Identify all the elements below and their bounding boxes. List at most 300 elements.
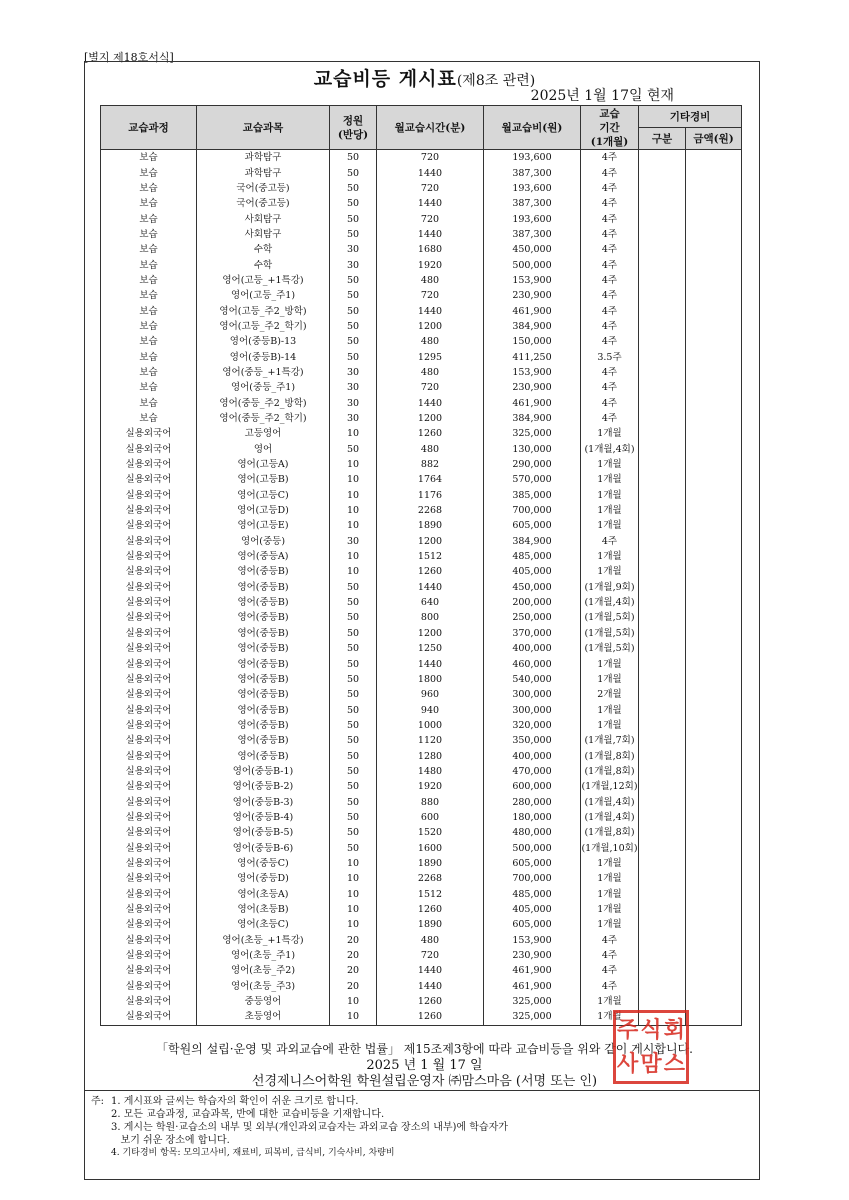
table-row [101,503,742,518]
cell-capacity: 10 [330,472,377,487]
cell-monthly-fee: 370,000 [484,626,581,641]
cell-capacity: 50 [330,733,377,748]
cell-other-type [639,380,686,395]
cell-monthly-minutes: 480 [377,442,484,457]
fee-table [100,105,742,1026]
cell-other-amount [686,917,742,932]
cell-period: 4주 [581,948,639,963]
cell-course: 실용외국어 [101,549,197,564]
table-row [101,349,742,364]
cell-period: 4주 [581,211,639,226]
cell-monthly-fee: 325,000 [484,994,581,1009]
cell-monthly-fee: 400,000 [484,641,581,656]
cell-period: 1개월 [581,1009,639,1025]
cell-capacity: 20 [330,963,377,978]
cell-capacity: 50 [330,181,377,196]
cell-capacity: 20 [330,948,377,963]
cell-course: 실용외국어 [101,426,197,441]
cell-other-type [639,549,686,564]
cell-capacity: 50 [330,580,377,595]
header-monthly-minutes: 월교습시간(분) [377,106,484,150]
cell-capacity: 50 [330,165,377,180]
cell-period: 4주 [581,227,639,242]
cell-other-amount [686,457,742,472]
cell-other-amount [686,856,742,871]
cell-course: 실용외국어 [101,672,197,687]
cell-monthly-fee: 384,900 [484,319,581,334]
seal-glyph: 사 [617,1051,639,1077]
table-row [101,825,742,840]
cell-subject: 국어(중고등) [197,181,330,196]
cell-capacity: 30 [330,396,377,411]
cell-other-amount [686,948,742,963]
cell-other-amount [686,303,742,318]
cell-other-type [639,641,686,656]
cell-period: (1개월,4회) [581,794,639,809]
cell-monthly-minutes: 720 [377,380,484,395]
cell-subject: 영어(중등B-3) [197,794,330,809]
cell-capacity: 50 [330,672,377,687]
company-seal [613,1010,689,1084]
cell-other-type [639,472,686,487]
cell-period: 4주 [581,365,639,380]
cell-period: 1개월 [581,702,639,717]
table-row [101,227,742,242]
cell-course: 보습 [101,288,197,303]
cell-other-type [639,626,686,641]
cell-monthly-minutes: 1680 [377,242,484,257]
cell-monthly-fee: 384,900 [484,411,581,426]
cell-monthly-fee: 193,600 [484,150,581,166]
cell-period: 1개월 [581,902,639,917]
cell-course: 실용외국어 [101,472,197,487]
cell-period: 1개월 [581,656,639,671]
cell-other-amount [686,518,742,533]
cell-monthly-fee: 500,000 [484,257,581,272]
cell-other-amount [686,702,742,717]
cell-other-amount [686,288,742,303]
cell-course: 보습 [101,211,197,226]
cell-capacity: 30 [330,380,377,395]
cell-period: 4주 [581,411,639,426]
table-row [101,426,742,441]
cell-capacity: 50 [330,810,377,825]
cell-subject: 영어(중등_주1) [197,380,330,395]
cell-subject: 영어(중등B-4) [197,810,330,825]
cell-monthly-minutes: 1440 [377,656,484,671]
cell-course: 실용외국어 [101,718,197,733]
cell-other-amount [686,610,742,625]
cell-period: (1개월,5회) [581,610,639,625]
cell-capacity: 10 [330,917,377,932]
cell-period: 4주 [581,963,639,978]
cell-course: 실용외국어 [101,610,197,625]
table-row [101,810,742,825]
cell-course: 실용외국어 [101,810,197,825]
cell-other-amount [686,764,742,779]
cell-monthly-fee: 485,000 [484,887,581,902]
cell-course: 실용외국어 [101,626,197,641]
cell-monthly-fee: 150,000 [484,334,581,349]
cell-capacity: 50 [330,656,377,671]
cell-monthly-fee: 230,900 [484,380,581,395]
table-row [101,303,742,318]
cell-subject: 영어(고등E) [197,518,330,533]
cell-period: 4주 [581,165,639,180]
cell-monthly-fee: 300,000 [484,702,581,717]
cell-monthly-fee: 193,600 [484,211,581,226]
cell-period: 1개월 [581,887,639,902]
cell-capacity: 50 [330,764,377,779]
cell-course: 보습 [101,196,197,211]
cell-course: 실용외국어 [101,656,197,671]
cell-other-type [639,610,686,625]
cell-subject: 과학탐구 [197,165,330,180]
cell-subject: 영어(중등B) [197,718,330,733]
table-row [101,181,742,196]
cell-other-type [639,887,686,902]
cell-subject: 영어(중등_+1특강) [197,365,330,380]
cell-other-type [639,779,686,794]
table-row [101,380,742,395]
cell-monthly-minutes: 940 [377,702,484,717]
cell-other-type [639,933,686,948]
cell-other-amount [686,979,742,994]
cell-monthly-fee: 325,000 [484,1009,581,1025]
cell-monthly-minutes: 1200 [377,626,484,641]
table-row [101,871,742,886]
cell-course: 실용외국어 [101,902,197,917]
cell-monthly-minutes: 1260 [377,902,484,917]
cell-course: 실용외국어 [101,702,197,717]
cell-subject: 영어(고등_+1특강) [197,273,330,288]
cell-other-amount [686,580,742,595]
cell-period: 2개월 [581,687,639,702]
cell-period: (1개월,4회) [581,442,639,457]
cell-subject: 영어(중등B) [197,733,330,748]
cell-other-amount [686,963,742,978]
cell-subject: 영어(고등D) [197,503,330,518]
cell-other-type [639,273,686,288]
cell-subject: 초등영어 [197,1009,330,1025]
cell-monthly-minutes: 480 [377,933,484,948]
cell-monthly-minutes: 480 [377,365,484,380]
cell-course: 보습 [101,303,197,318]
cell-monthly-fee: 250,000 [484,610,581,625]
note-item: 4. 기타경비 항목: 모의고사비, 재료비, 피복비, 급식비, 기숙사비, 차량비 [111,1148,395,1158]
table-row [101,917,742,932]
cell-course: 보습 [101,349,197,364]
cell-subject: 고등영어 [197,426,330,441]
table-row [101,733,742,748]
cell-monthly-minutes: 720 [377,181,484,196]
cell-capacity: 50 [330,349,377,364]
table-row [101,610,742,625]
cell-other-amount [686,273,742,288]
cell-period: 4주 [581,303,639,318]
cell-monthly-fee: 290,000 [484,457,581,472]
cell-subject: 수학 [197,242,330,257]
table-row [101,518,742,533]
cell-other-amount [686,365,742,380]
cell-capacity: 30 [330,257,377,272]
cell-course: 실용외국어 [101,595,197,610]
cell-capacity: 20 [330,933,377,948]
title-main: 교습비등 게시표 [313,68,457,90]
cell-subject: 영어(중등B-1) [197,764,330,779]
cell-monthly-fee: 470,000 [484,764,581,779]
signature-line: 선경제니스어학원 학원설립운영자 ㈜맘스마음 (서명 또는 인) [251,1074,598,1089]
cell-monthly-fee: 385,000 [484,488,581,503]
table-row [101,150,742,166]
cell-other-type [639,334,686,349]
cell-capacity: 10 [330,994,377,1009]
cell-course: 보습 [101,411,197,426]
cell-subject: 국어(중고등) [197,196,330,211]
table-row [101,242,742,257]
cell-period: (1개월,9회) [581,580,639,595]
cell-capacity: 50 [330,779,377,794]
cell-subject: 영어(고등_주1) [197,288,330,303]
cell-capacity: 50 [330,687,377,702]
cell-other-amount [686,794,742,809]
header-capacity: 정원 (반당) [330,106,377,150]
cell-course: 실용외국어 [101,1009,197,1025]
cell-monthly-fee: 480,000 [484,825,581,840]
cell-monthly-fee: 570,000 [484,472,581,487]
cell-capacity: 30 [330,411,377,426]
cell-capacity: 50 [330,610,377,625]
cell-monthly-minutes: 1512 [377,887,484,902]
cell-other-type [639,257,686,272]
cell-other-amount [686,994,742,1009]
cell-other-amount [686,426,742,441]
cell-other-type [639,764,686,779]
table-row [101,687,742,702]
cell-other-type [639,871,686,886]
cell-other-type [639,718,686,733]
cell-other-amount [686,887,742,902]
cell-subject: 영어(중등B) [197,672,330,687]
cell-other-amount [686,227,742,242]
cell-course: 실용외국어 [101,979,197,994]
cell-other-type [639,702,686,717]
header-other-costs: 기타경비 [639,106,742,128]
cell-monthly-fee: 153,900 [484,273,581,288]
cell-capacity: 10 [330,564,377,579]
cell-period: 1개월 [581,871,639,886]
table-row [101,165,742,180]
cell-subject: 영어(중등B) [197,564,330,579]
cell-other-amount [686,595,742,610]
cell-period: 4주 [581,257,639,272]
cell-course: 실용외국어 [101,457,197,472]
cell-other-type [639,902,686,917]
cell-subject: 영어(중등_주2_방학) [197,396,330,411]
cell-other-amount [686,626,742,641]
cell-course: 실용외국어 [101,503,197,518]
cell-period: 4주 [581,933,639,948]
cell-subject: 영어(중등B)-14 [197,349,330,364]
seal-glyph: 식 [640,1017,662,1043]
cell-other-type [639,196,686,211]
table-row [101,764,742,779]
cell-capacity: 30 [330,365,377,380]
cell-monthly-minutes: 1000 [377,718,484,733]
cell-subject: 영어(고등_주2_학기) [197,319,330,334]
cell-period: 1개월 [581,994,639,1009]
cell-period: 1개월 [581,426,639,441]
cell-course: 보습 [101,181,197,196]
cell-monthly-minutes: 720 [377,150,484,166]
cell-monthly-minutes: 1600 [377,840,484,855]
cell-period: 4주 [581,334,639,349]
cell-other-amount [686,733,742,748]
cell-subject: 영어(초등_주3) [197,979,330,994]
cell-subject: 영어(중등B) [197,702,330,717]
cell-other-type [639,411,686,426]
cell-monthly-minutes: 2268 [377,871,484,886]
cell-course: 보습 [101,165,197,180]
cell-period: 4주 [581,150,639,166]
page-title [0,64,849,91]
cell-capacity: 50 [330,702,377,717]
table-row [101,196,742,211]
cell-other-amount [686,380,742,395]
cell-subject: 영어(중등B) [197,626,330,641]
cell-other-amount [686,181,742,196]
table-row [101,580,742,595]
header-subject: 교습과목 [197,106,330,150]
cell-course: 보습 [101,273,197,288]
cell-other-type [639,518,686,533]
cell-course: 보습 [101,380,197,395]
cell-subject: 영어(고등C) [197,488,330,503]
note-item: 3. 게시는 학원·교습소의 내부 및 외부(개인과외교습자는 과외교습 장소의 내부)에 학습자가 [111,1122,508,1133]
form-label: [별지 제18호서식] [84,51,174,64]
cell-other-type [639,687,686,702]
cell-other-type [639,457,686,472]
cell-period: 4주 [581,534,639,549]
cell-monthly-minutes: 1764 [377,472,484,487]
cell-other-type [639,534,686,549]
notes-lead: 주: [91,1096,105,1107]
cell-monthly-minutes: 1440 [377,963,484,978]
cell-course: 실용외국어 [101,994,197,1009]
cell-subject: 영어(중등B) [197,595,330,610]
table-row [101,595,742,610]
posting-date: 2025 년 1 월 17 일 [366,1058,483,1073]
cell-course: 실용외국어 [101,794,197,809]
cell-capacity: 50 [330,794,377,809]
cell-other-amount [686,564,742,579]
cell-subject: 사회탐구 [197,227,330,242]
cell-period: 4주 [581,273,639,288]
cell-other-amount [686,411,742,426]
cell-monthly-fee: 387,300 [484,227,581,242]
cell-capacity: 50 [330,641,377,656]
cell-course: 실용외국어 [101,963,197,978]
cell-period: 4주 [581,242,639,257]
cell-subject: 영어(중등B-6) [197,840,330,855]
cell-monthly-minutes: 480 [377,273,484,288]
table-row [101,963,742,978]
cell-other-type [639,794,686,809]
cell-monthly-minutes: 1440 [377,580,484,595]
cell-subject: 영어(중등B) [197,656,330,671]
cell-other-amount [686,396,742,411]
cell-period: 1개월 [581,518,639,533]
cell-course: 보습 [101,365,197,380]
cell-other-amount [686,211,742,226]
table-row [101,626,742,641]
table-row [101,672,742,687]
table-row [101,948,742,963]
cell-other-type [639,948,686,963]
cell-subject: 영어 [197,442,330,457]
header-period: 교습 기간 (1개월) [581,106,639,150]
cell-monthly-fee: 461,900 [484,979,581,994]
cell-period: (1개월,4회) [581,810,639,825]
cell-monthly-minutes: 1440 [377,396,484,411]
cell-other-type [639,426,686,441]
cell-monthly-fee: 320,000 [484,718,581,733]
cell-monthly-minutes: 1440 [377,227,484,242]
cell-subject: 영어(초등B) [197,902,330,917]
cell-course: 보습 [101,227,197,242]
cell-other-amount [686,718,742,733]
note-item: 1. 게시표와 글씨는 학습자의 확인이 쉬운 크기로 합니다. [111,1096,359,1107]
cell-capacity: 50 [330,196,377,211]
cell-other-type [639,242,686,257]
cell-monthly-fee: 605,000 [484,917,581,932]
cell-monthly-minutes: 1440 [377,303,484,318]
cell-capacity: 50 [330,626,377,641]
cell-other-type [639,748,686,763]
cell-capacity: 50 [330,718,377,733]
cell-other-type [639,319,686,334]
cell-other-type [639,227,686,242]
cell-monthly-minutes: 1176 [377,488,484,503]
law-statement: 「학원의 설립·운영 및 과외교습에 관한 법률」 제15조제3항에 따라 교습비등을 위와 같이 게시합니다. [156,1042,693,1056]
note-item: 보기 쉬운 장소에 합니다. [111,1135,230,1146]
cell-capacity: 50 [330,442,377,457]
cell-period: 4주 [581,319,639,334]
table-row [101,411,742,426]
seal-glyph: 주 [617,1017,639,1043]
cell-monthly-fee: 500,000 [484,840,581,855]
cell-other-amount [686,503,742,518]
cell-period: 1개월 [581,472,639,487]
cell-course: 실용외국어 [101,917,197,932]
cell-subject: 영어(초등_주1) [197,948,330,963]
cell-monthly-minutes: 1440 [377,979,484,994]
cell-monthly-minutes: 1520 [377,825,484,840]
cell-subject: 영어(중등B) [197,748,330,763]
cell-other-type [639,288,686,303]
seal-glyph: 회 [663,1017,685,1043]
cell-course: 실용외국어 [101,840,197,855]
cell-period: (1개월,7회) [581,733,639,748]
cell-course: 실용외국어 [101,641,197,656]
cell-monthly-fee: 230,900 [484,948,581,963]
cell-period: 4주 [581,979,639,994]
cell-capacity: 50 [330,595,377,610]
table-row [101,257,742,272]
cell-monthly-minutes: 882 [377,457,484,472]
cell-subject: 영어(중등) [197,534,330,549]
cell-other-type [639,211,686,226]
